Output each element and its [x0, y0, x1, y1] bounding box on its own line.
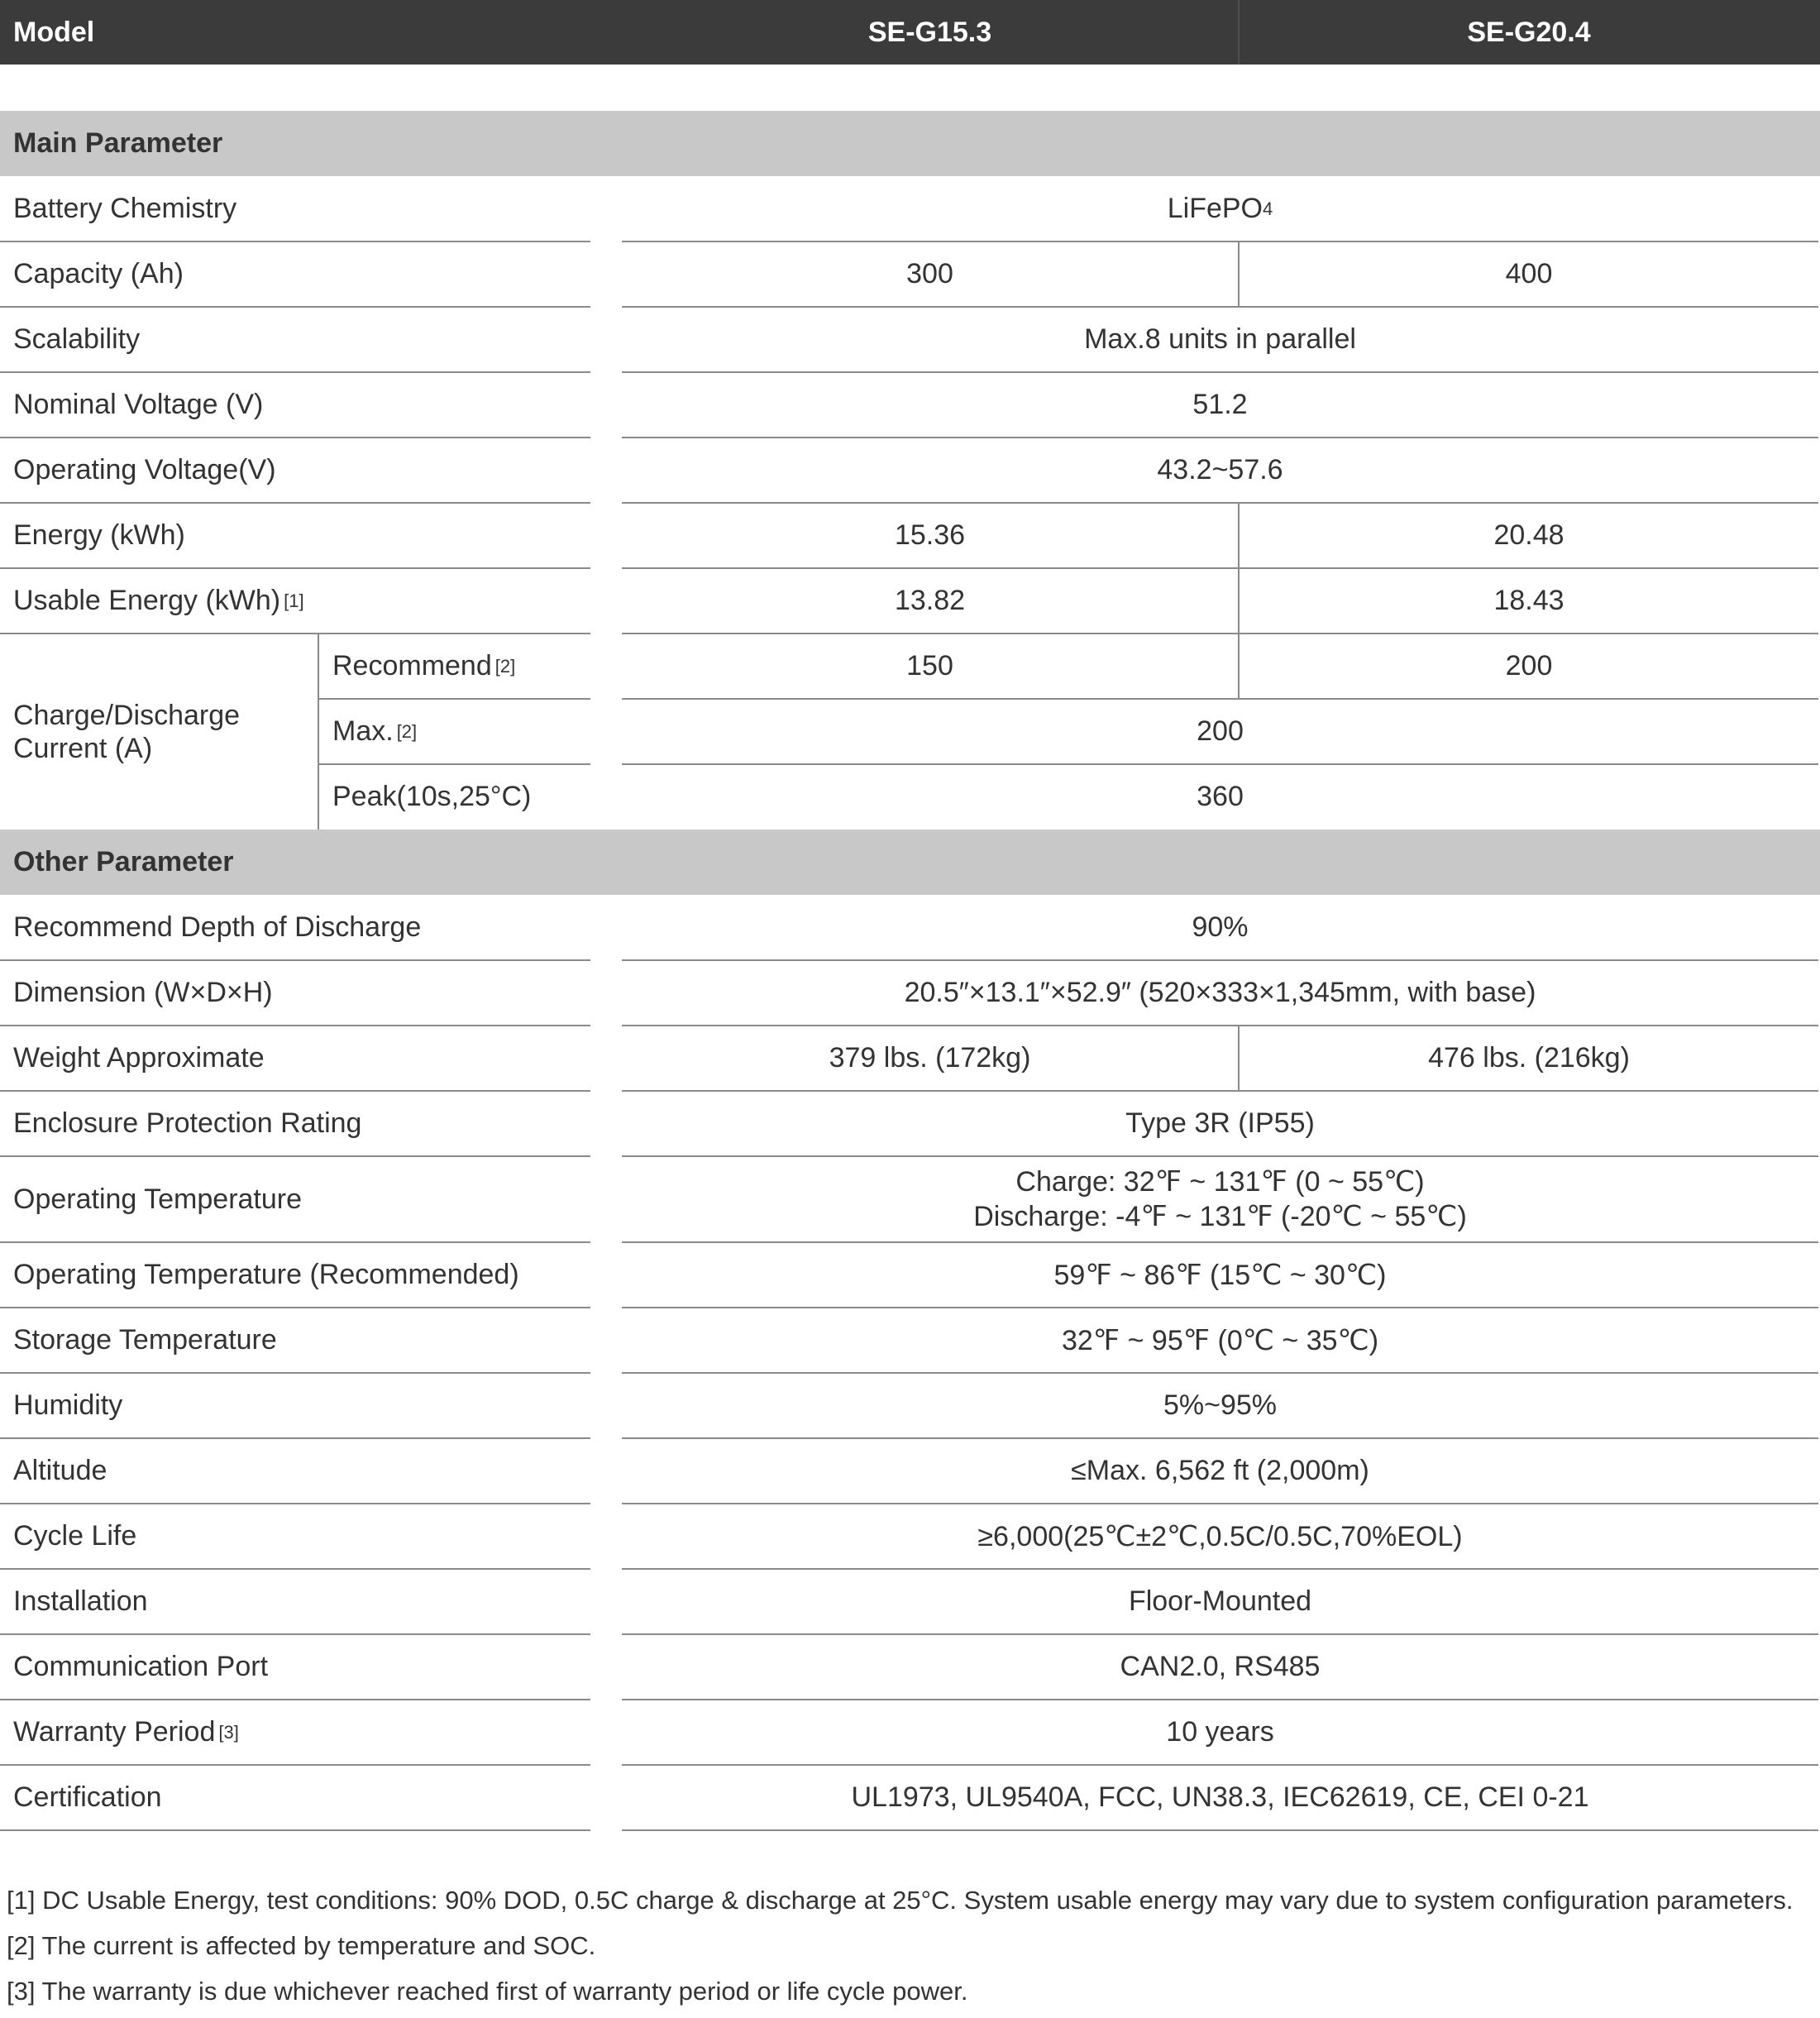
row-separator — [622, 1568, 1818, 1570]
row-separator — [622, 1025, 1818, 1026]
row-separator — [0, 1764, 590, 1766]
row-recommend-current — [0, 634, 1820, 699]
value-model-2: 476 lbs. (216kg) — [1428, 1042, 1630, 1074]
row-installation — [0, 1569, 1820, 1634]
row-separator — [0, 502, 590, 504]
row-label: Storage Temperature — [13, 1324, 277, 1356]
row-usable-energy — [0, 568, 1820, 634]
row-label: Battery Chemistry — [13, 193, 237, 224]
row-separator — [0, 1699, 590, 1700]
row-label: Installation — [13, 1585, 148, 1617]
value-model-2: 200 — [1505, 650, 1553, 681]
row-cycle-life — [0, 1504, 1820, 1569]
row-value: 32℉ ~ 95℉ (0℃ ~ 35℃) — [1061, 1324, 1379, 1356]
row-label: Usable Energy (kWh) [1] — [13, 585, 304, 616]
value-model-2: 20.48 — [1493, 519, 1564, 551]
row-separator — [0, 306, 590, 308]
footnote-ref: [1] — [284, 590, 304, 611]
row-separator — [622, 1633, 1818, 1635]
row-separator — [0, 1241, 590, 1243]
row-label: Warranty Period [3] — [13, 1716, 239, 1748]
row-value: Max.8 units in parallel — [1084, 323, 1356, 355]
row-separator — [0, 1090, 590, 1092]
footnote-1: [1] DC Usable Energy, test conditions: 90% DOD, 0.5C charge & discharge at 25°C. System usable energy may vary due to system configuration parameters. — [7, 1886, 1794, 1915]
row-label: Nominal Voltage (V) — [13, 389, 264, 420]
row-separator — [622, 1699, 1818, 1700]
row-value: ≤Max. 6,562 ft (2,000m) — [1071, 1455, 1369, 1486]
footnote-ref: [3] — [218, 1721, 239, 1743]
row-sublabel: Peak(10s,25°C) — [332, 781, 532, 812]
footnote-ref: [2] — [494, 655, 516, 677]
row-separator — [622, 306, 1818, 308]
section-title: Main Parameter — [13, 127, 223, 159]
row-warranty-period — [0, 1700, 1820, 1765]
row-separator — [0, 1372, 590, 1374]
value-model-1: 150 — [906, 650, 953, 681]
row-separator — [622, 241, 1818, 242]
model-2-header: SE-G20.4 — [1467, 17, 1591, 48]
value-model-1: 379 lbs. (172kg) — [829, 1042, 1031, 1074]
row-sublabel: Max. [2] — [332, 715, 418, 747]
row-label: Operating Voltage(V) — [13, 454, 276, 485]
row-dimension — [0, 960, 1820, 1026]
group-label: Charge/Discharge Current (A) — [13, 699, 241, 764]
row-operating-temperature-recommended — [0, 1242, 1820, 1308]
row-nominal-voltage — [0, 372, 1820, 438]
row-separator — [622, 1155, 1818, 1157]
row-value: CAN2.0, RS485 — [1120, 1651, 1321, 1682]
row-label: Communication Port — [13, 1651, 269, 1682]
row-value: UL1973, UL9540A, FCC, UN38.3, IEC62619, CE, CEI 0-21 — [851, 1781, 1589, 1813]
row-peak-current — [0, 764, 1820, 830]
row-value: Floor-Mounted — [1128, 1585, 1312, 1617]
footnote-ref: [2] — [396, 720, 418, 742]
table-header — [0, 0, 1820, 65]
row-separator — [0, 633, 590, 634]
row-certification — [0, 1765, 1820, 1830]
row-label: Energy (kWh) — [13, 519, 185, 551]
row-separator — [0, 1155, 590, 1157]
row-separator — [622, 1090, 1818, 1092]
row-max-current — [0, 699, 1820, 764]
model-1-header: SE-G15.3 — [867, 17, 992, 48]
row-label: Dimension (W×D×H) — [13, 977, 273, 1008]
row-separator — [0, 1025, 590, 1026]
row-value: 200 — [1197, 715, 1244, 747]
row-label: Cycle Life — [13, 1520, 137, 1552]
row-value: 5%~95% — [1163, 1389, 1278, 1421]
row-separator — [318, 698, 590, 700]
row-separator — [622, 763, 1818, 765]
row-separator — [0, 1568, 590, 1570]
row-label: Altitude — [13, 1455, 107, 1486]
value-model-1: 15.36 — [894, 519, 966, 551]
row-separator — [622, 371, 1818, 373]
row-separator — [622, 1307, 1818, 1308]
value-model-2: 18.43 — [1493, 585, 1564, 616]
row-separator — [622, 502, 1818, 504]
row-separator — [0, 371, 590, 373]
model-header-label: Model — [13, 17, 95, 48]
row-label: Recommend Depth of Discharge — [13, 911, 422, 943]
row-separator — [622, 633, 1818, 634]
row-separator — [622, 1829, 1818, 1831]
column-divider — [1238, 503, 1240, 634]
row-label: Scalability — [13, 323, 141, 355]
row-separator — [622, 437, 1818, 438]
row-label: Weight Approximate — [13, 1042, 265, 1074]
row-value: 90% — [1192, 911, 1249, 943]
row-separator — [318, 763, 590, 765]
row-weight — [0, 1026, 1820, 1091]
footnote-2: [2] The current is affected by temperature and SOC. — [7, 1931, 596, 1960]
row-battery-chemistry — [0, 176, 1820, 241]
row-separator — [622, 698, 1818, 700]
row-value: ≥6,000(25℃±2℃,0.5C/0.5C,70%EOL) — [977, 1520, 1463, 1552]
footnotes — [7, 1877, 1793, 2014]
row-value: LiFePO 4 — [1167, 193, 1273, 224]
row-label: Operating Temperature (Recommended) — [13, 1259, 519, 1290]
row-storage-temperature — [0, 1308, 1820, 1373]
row-operating-temperature — [0, 1156, 1820, 1242]
value-model-1: 13.82 — [894, 585, 966, 616]
row-separator — [622, 1764, 1818, 1766]
main-parameter-section-header — [0, 111, 1820, 176]
row-separator — [0, 1307, 590, 1308]
column-divider — [1238, 1026, 1240, 1091]
row-separator — [622, 959, 1818, 961]
row-separator — [0, 1633, 590, 1635]
row-value: 51.2 — [1192, 389, 1248, 420]
row-separator — [0, 1503, 590, 1504]
row-label: Humidity — [13, 1389, 123, 1421]
row-operating-voltage — [0, 438, 1820, 503]
row-label: Operating Temperature — [13, 1183, 303, 1215]
row-label: Certification — [13, 1781, 162, 1813]
row-separator — [622, 1372, 1818, 1374]
row-depth-of-discharge — [0, 895, 1820, 960]
row-enclosure — [0, 1091, 1820, 1156]
value-model-1: 300 — [906, 258, 953, 289]
row-humidity — [0, 1373, 1820, 1438]
row-separator — [0, 1437, 590, 1439]
row-separator — [622, 1503, 1818, 1504]
row-communication-port — [0, 1634, 1820, 1700]
column-divider — [1238, 634, 1240, 699]
row-energy — [0, 503, 1820, 568]
row-separator — [622, 567, 1818, 569]
row-label: Enclosure Protection Rating — [13, 1107, 362, 1139]
value-model-2: 400 — [1505, 258, 1553, 289]
row-separator — [0, 1829, 590, 1831]
row-value: 43.2~57.6 — [1157, 454, 1283, 485]
row-scalability — [0, 307, 1820, 372]
column-divider — [1238, 241, 1240, 307]
row-altitude — [0, 1438, 1820, 1504]
row-separator — [0, 241, 590, 242]
row-separator — [622, 1437, 1818, 1439]
row-value: 59℉ ~ 86℉ (15℃ ~ 30℃) — [1053, 1259, 1387, 1291]
row-value: 20.5″×13.1″×52.9″ (520×333×1,345mm, with base) — [904, 977, 1536, 1008]
footnote-3: [3] The warranty is due whichever reached first of warranty period or life cycle power. — [7, 1977, 968, 2006]
row-label: Capacity (Ah) — [13, 258, 184, 289]
row-separator — [0, 437, 590, 438]
row-value: Type 3R (IP55) — [1125, 1107, 1315, 1139]
row-separator — [622, 1241, 1818, 1243]
row-value: 360 — [1197, 781, 1244, 812]
section-title: Other Parameter — [13, 846, 234, 877]
row-sublabel: Recommend [2] — [332, 650, 516, 681]
row-value: Charge: 32℉ ~ 131℉ (0 ~ 55℃) Discharge: -4℉ ~ 131℉ (-20℃ ~ 55℃) — [973, 1166, 1467, 1232]
row-value: 10 years — [1166, 1716, 1274, 1748]
other-parameter-section-header — [0, 830, 1820, 895]
row-separator — [0, 959, 590, 961]
row-capacity — [0, 241, 1820, 307]
row-separator — [0, 567, 590, 569]
